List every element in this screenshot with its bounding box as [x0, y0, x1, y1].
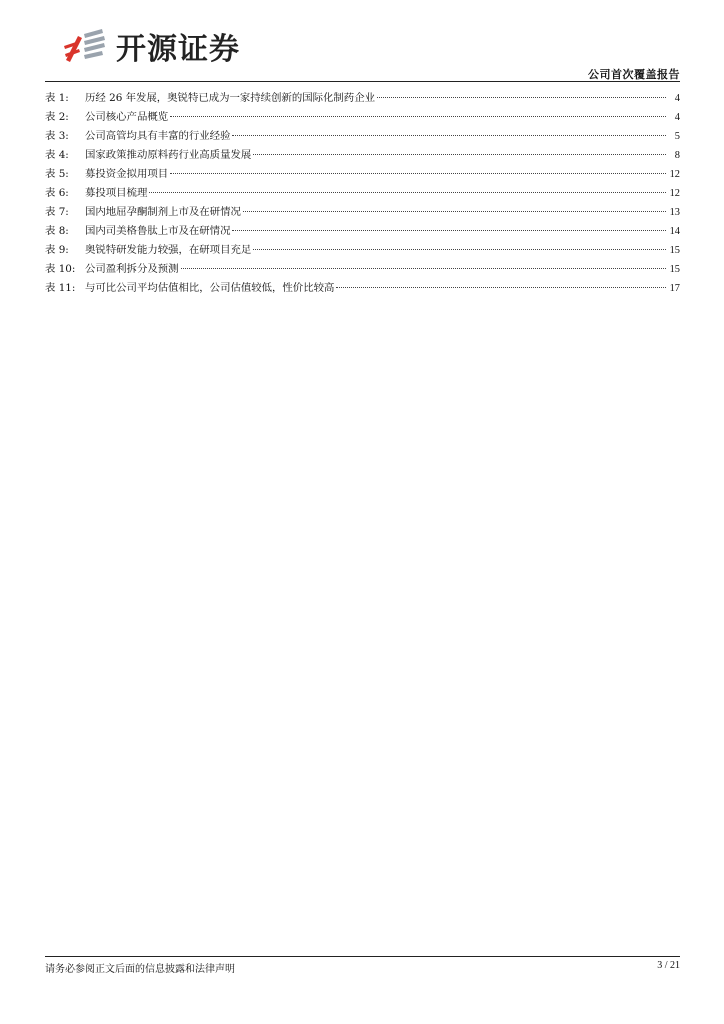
toc-entry-title: 公司核心产品概览: [85, 111, 169, 123]
toc-entry-page: 8: [674, 150, 680, 161]
toc-entry-title: 与可比公司平均估值相比，公司估值较低，性价比较高: [85, 282, 335, 294]
toc-entry-label: 表 4:: [45, 149, 69, 161]
toc-entry[interactable]: [45, 203, 680, 222]
brand-name: 开源证券: [116, 32, 240, 67]
toc-dot-leader: [336, 286, 666, 288]
toc-entry[interactable]: [45, 241, 680, 260]
toc-entry-page: 12: [669, 188, 680, 199]
toc-entry-label: 表 9:: [45, 244, 69, 256]
toc-entry-label: 表 3:: [45, 130, 69, 142]
toc-entry-page: 17: [669, 283, 680, 294]
toc-dot-leader: [253, 153, 666, 155]
toc-entry-page: 13: [669, 207, 680, 218]
toc-dot-leader: [232, 229, 666, 231]
toc-entry-title: 募投资金拟用项目: [85, 168, 169, 180]
toc-entry-title: 国家政策推动原料药行业高质量发展: [85, 149, 252, 161]
toc-entry-page: 4: [674, 93, 680, 104]
toc-entry[interactable]: [45, 222, 680, 241]
toc-entry[interactable]: [45, 260, 680, 279]
toc-dot-leader: [377, 96, 666, 98]
brand-mark-icon: [62, 26, 108, 66]
toc-entry-page: 5: [674, 131, 680, 142]
report-type: 公司首次覆盖报告: [588, 68, 680, 81]
toc-entry-page: 15: [669, 245, 680, 256]
toc-entry-label: 表 8:: [45, 225, 69, 237]
footer-divider: [45, 956, 680, 957]
toc-entry-label: 表 2:: [45, 111, 69, 123]
toc-entry-title: 募投项目梳理: [85, 187, 148, 199]
toc-dot-leader: [170, 115, 666, 117]
toc-entry-page: 4: [674, 112, 680, 123]
toc-entry[interactable]: [45, 146, 680, 165]
header-divider: [45, 81, 680, 82]
toc-entry-title: 公司盈利拆分及预测: [85, 263, 179, 275]
table-of-tables: [45, 89, 680, 298]
toc-entry-page: 14: [669, 226, 680, 237]
toc-entry-title: 奥锐特研发能力较强，在研项目充足: [85, 244, 252, 256]
toc-entry[interactable]: [45, 165, 680, 184]
toc-dot-leader: [232, 134, 666, 136]
toc-entry[interactable]: [45, 279, 680, 298]
toc-dot-leader: [253, 248, 666, 250]
toc-entry-page: 12: [669, 169, 680, 180]
toc-dot-leader: [170, 172, 666, 174]
toc-entry-label: 表 10:: [45, 263, 76, 275]
toc-entry-title: 国内地屈孕酮制剂上市及在研情况: [85, 206, 241, 218]
toc-entry-title: 国内司美格鲁肽上市及在研情况: [85, 225, 231, 237]
toc-entry-label: 表 7:: [45, 206, 69, 218]
toc-entry-label: 表 6:: [45, 187, 69, 199]
toc-entry[interactable]: [45, 108, 680, 127]
toc-entry-page: 15: [669, 264, 680, 275]
toc-entry-label: 表 11:: [45, 282, 76, 294]
page-header: [0, 0, 724, 84]
footer-disclaimer: 请务必参阅正文后面的信息披露和法律声明: [45, 964, 235, 975]
toc-entry[interactable]: [45, 89, 680, 108]
toc-dot-leader: [181, 267, 666, 269]
toc-entry-label: 表 1:: [45, 92, 69, 104]
page-number: 3 / 21: [657, 960, 680, 971]
toc-entry-title: 公司高管均具有丰富的行业经验: [85, 130, 231, 142]
toc-entry-label: 表 5:: [45, 168, 69, 180]
toc-dot-leader: [149, 191, 666, 193]
toc-entry[interactable]: [45, 127, 680, 146]
toc-entry[interactable]: [45, 184, 680, 203]
toc-dot-leader: [243, 210, 666, 212]
toc-entry-title: 历经 26 年发展，奥锐特已成为一家持续创新的国际化制药企业: [85, 92, 375, 104]
brand-logo: [62, 24, 240, 68]
